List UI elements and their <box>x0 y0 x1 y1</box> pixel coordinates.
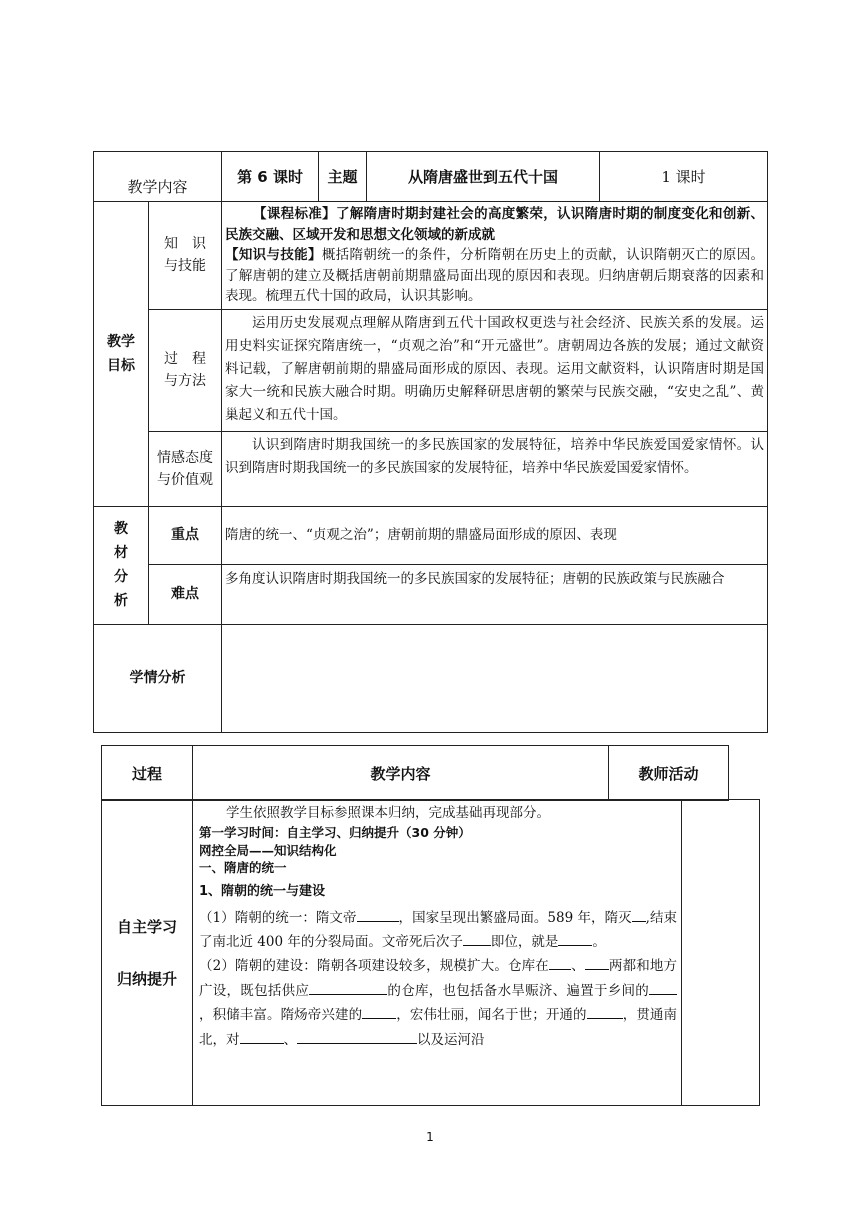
learner-analysis-label-text: 学情分析 <box>129 670 186 686</box>
key-label-text: 重点 <box>171 527 199 543</box>
intro-text: 学生依照教学目标参照课本归纳，完成基础再现部分。 <box>226 805 550 821</box>
process-stage-line1: 自主学习 <box>116 917 177 936</box>
p2-text-d: 的仓库，也包括备水旱赈济、遍置于乡间的 <box>387 982 650 999</box>
blank-input[interactable] <box>558 931 592 946</box>
page-number: 1 <box>426 1130 434 1144</box>
materials-char-2: 材 <box>114 545 128 561</box>
process-method-content <box>222 309 768 431</box>
attitude-label-line2: 与价值观 <box>157 471 213 488</box>
skills-text: 概括隋朝统一的条件，分析隋朝在历史上的贡献，认识隋朝灭亡的原因。了解唐朝的建立及概括唐朝前期鼎盛局面出现的原因和表现。归纳唐朝后期衰落的因素和表现。梳理五代十国的政局，认识其影响。 <box>225 247 765 304</box>
content-label-text: 教学内容 <box>127 178 188 196</box>
standard-text: 了解隋唐时期封建社会的高度繁荣，认识隋唐时期的制度变化和创新、民族交融、区域开发和思想文化领域的新成就 <box>225 206 765 243</box>
topic-label: 主题 <box>327 168 358 186</box>
teaching-content-header-text: 教学内容 <box>370 764 431 783</box>
p1-text-d: 即位，就是 <box>490 934 559 950</box>
blank-input[interactable] <box>587 1004 623 1019</box>
standard-tag: 【课程标准】 <box>253 206 336 222</box>
fill-paragraph-2 <box>199 954 677 1052</box>
teacher-activity-cell <box>682 800 760 1106</box>
key-content <box>222 506 768 564</box>
process-table-body <box>101 799 760 1106</box>
materials-char-1: 教 <box>114 521 128 537</box>
process-stage-label <box>102 800 193 1106</box>
blank-input[interactable] <box>549 955 571 970</box>
course-standard <box>225 204 764 245</box>
subsection-title-sui: 1、隋朝的统一与建设 <box>199 884 326 899</box>
process-method-text: 运用历史发展观点理解从隋唐到五代十国政权更迭与社会经济、民族关系的发展。运用史料实证探究隋唐统一，“贞观之治”和“开元盛世”。唐朝周边各族的发展；通过文献资料记载，了解唐朝前期的鼎盛局面形成的原因、表现。运用文献资料，认识隋唐时期是国家大一统和民族大融合时期。明确历史解释研思唐朝的繁荣与民族交融，“安史之乱”、黄巢起义和五代十国。 <box>225 314 765 423</box>
header-hours <box>600 152 768 202</box>
blank-input[interactable] <box>649 980 677 995</box>
attitude-text: 认识到隋唐时期我国统一的多民族国家的发展特征，培养中华民族爱国爱家情怀。认识到隋唐时期我国统一的多民族国家的发展特征，培养中华民族爱国爱家情怀。 <box>225 436 765 476</box>
blank-input[interactable] <box>632 907 646 922</box>
p1-text-b: ，国家呈现出繁盛局面。589 年，隋灭 <box>398 910 632 926</box>
process-method-label <box>149 309 222 431</box>
header-content-label <box>94 152 222 202</box>
topic-title: 从隋唐盛世到五代十国 <box>408 168 559 186</box>
difficulty-text: 多角度认识隋唐时期我国统一的多民族国家的发展特征；唐朝的民族政策与民族融合 <box>225 570 725 587</box>
objectives-label-text: 教学目标 <box>107 333 135 374</box>
difficulty-label <box>149 564 222 624</box>
attitude-label <box>149 431 222 506</box>
header-teaching-content <box>193 746 609 801</box>
knowledge-structure-title: 网控全局——知识结构化 <box>199 843 337 858</box>
attitude-label-line1: 情感态度 <box>157 449 213 466</box>
blank-input[interactable] <box>357 907 399 922</box>
learner-analysis-label <box>94 624 222 732</box>
difficulty-label-text: 难点 <box>171 586 199 602</box>
materials-label <box>94 506 149 624</box>
learner-analysis-content <box>222 624 768 732</box>
header-topic-label <box>319 152 367 202</box>
objectives-label <box>94 202 149 507</box>
fill-paragraph-1 <box>199 906 677 954</box>
process-header-text: 过程 <box>131 764 162 783</box>
blank-input[interactable] <box>362 1004 396 1019</box>
class-hours: 1 课时 <box>661 168 706 186</box>
difficulty-content <box>222 564 768 624</box>
key-text: 隋唐的统一、“贞观之治”；唐朝前期的鼎盛局面形成的原因、表现 <box>225 526 617 543</box>
teacher-activity-header-text: 教师活动 <box>638 764 699 783</box>
session-title: 第一学习时间：自主学习、归纳提升（30 分钟） <box>199 825 471 840</box>
attitude-content <box>222 431 768 506</box>
header-process <box>102 746 193 801</box>
knowledge-label-line1: 知 识 <box>164 236 206 253</box>
process-stage-line2: 归纳提升 <box>116 969 177 988</box>
header-topic <box>367 152 600 202</box>
process-content <box>193 800 682 1106</box>
process-label-line2: 与方法 <box>164 373 206 389</box>
p2-text-i: 以及运河沿 <box>417 1031 485 1048</box>
section-title-unification: 一、隋唐的统一 <box>199 860 287 875</box>
blank-input[interactable] <box>240 1029 284 1044</box>
header-lesson <box>222 152 319 202</box>
process-label-line1: 过 程 <box>164 351 206 367</box>
p2-text-h: 、 <box>283 1031 297 1048</box>
blank-input[interactable] <box>297 1029 417 1044</box>
p2-text-a: （2）隋朝的建设：隋朝各项建设较多，规模扩大。仓库在 <box>199 958 549 974</box>
p1-text-a: （1）隋朝的统一：隋文帝 <box>199 910 357 926</box>
p2-text-f: ，宏伟壮丽，闻名于世；开通的 <box>396 1007 587 1023</box>
knowledge-label-line2: 与技能 <box>164 258 206 275</box>
lesson-plan-table <box>93 151 768 733</box>
p2-text-b: 、 <box>570 958 585 974</box>
process-table-header <box>101 745 729 801</box>
blank-input[interactable] <box>585 955 609 970</box>
knowledge-label <box>149 202 222 310</box>
p2-text-c: 两都和地方广设，既包括供应 <box>199 958 678 999</box>
key-label <box>149 506 222 564</box>
blank-input[interactable] <box>463 931 491 946</box>
p1-text-e: 。 <box>592 934 606 950</box>
materials-char-4: 析 <box>114 593 128 609</box>
knowledge-skills <box>225 245 764 307</box>
lesson-number: 第 6 课时 <box>237 168 303 186</box>
skills-tag: 【知识与技能】 <box>225 247 322 263</box>
p2-text-g: ，贯通南北，对 <box>199 1007 678 1048</box>
blank-input[interactable] <box>309 980 387 995</box>
knowledge-content <box>222 202 768 310</box>
p2-text-e: ，积储丰富。隋炀帝兴建的 <box>199 1007 363 1023</box>
materials-char-3: 分 <box>114 569 128 585</box>
header-teacher-activity <box>609 746 729 801</box>
p1-text-c: ,结束了南北近 400 年的分裂局面。文帝死后次子 <box>199 910 677 950</box>
